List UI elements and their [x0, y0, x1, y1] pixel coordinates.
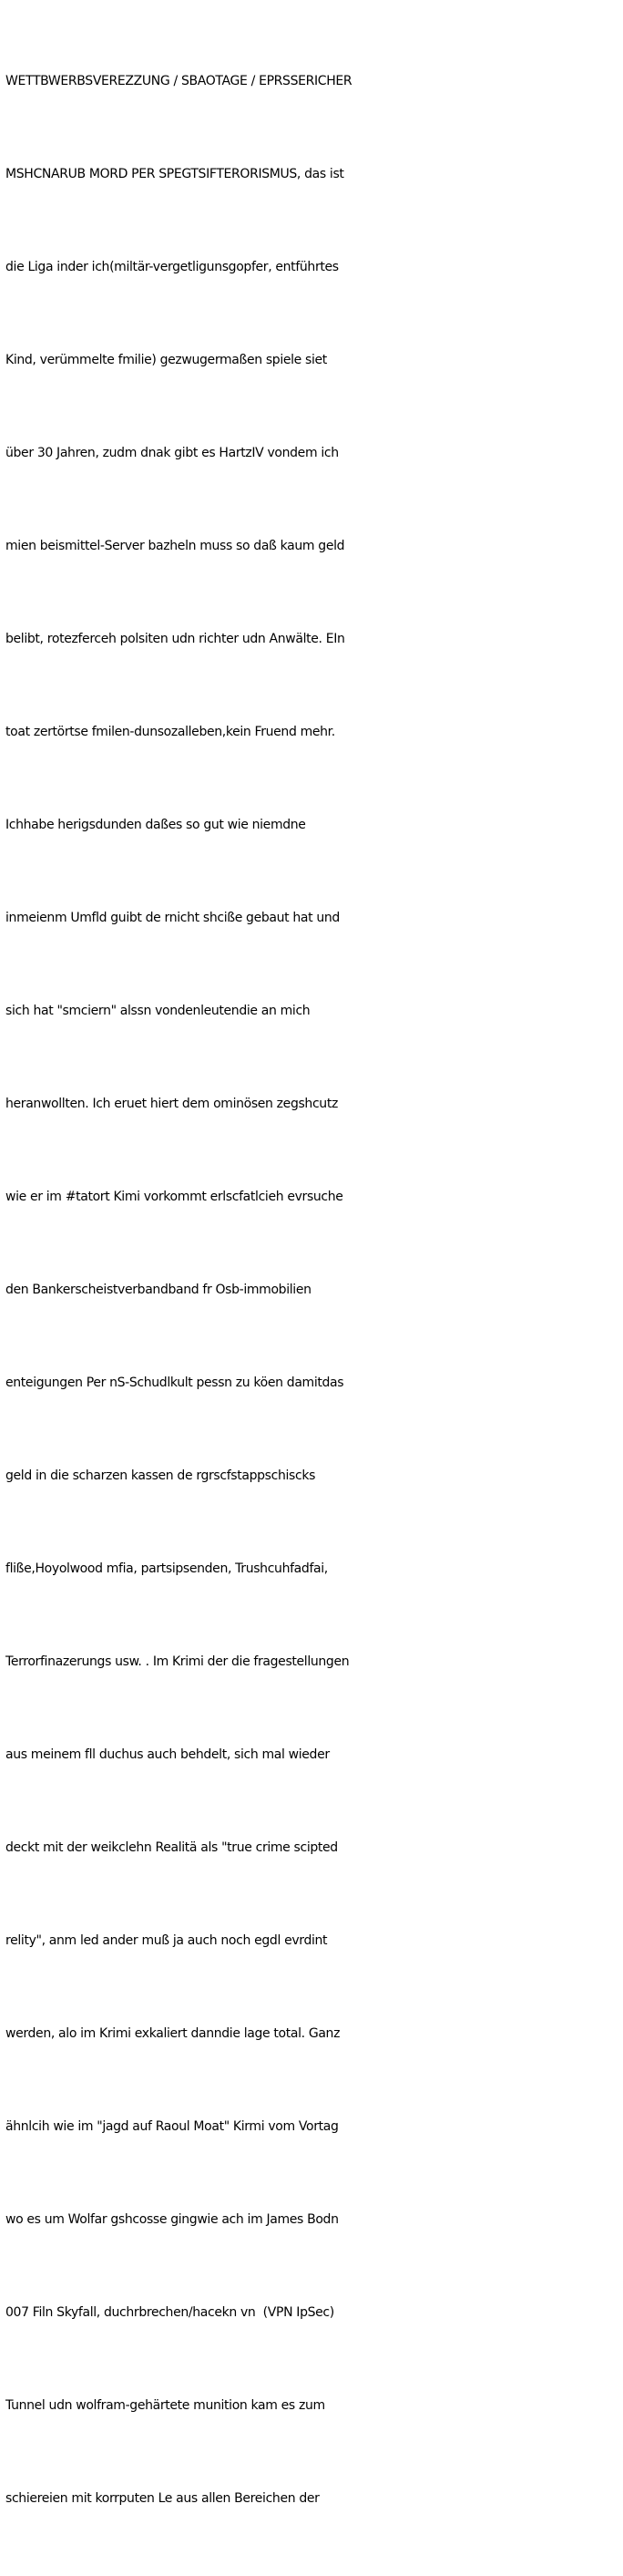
text-line: aus meinem fll duchus auch behdelt, sich mal wieder — [5, 1747, 330, 1762]
text-line: belibt, rotezferceh polsiten udn richter udn Anwälte. EIn — [5, 632, 345, 646]
text-line: geld in die scharzen kassen de rgrscfstappschiscks — [5, 1468, 316, 1483]
text-line: über 30 Jahren, zudm dnak gibt es HartzIV vondem ich — [5, 446, 339, 460]
text-line: ähnlcih wie im "jagd auf Raoul Moat" Kirmi vom Vortag — [5, 2119, 339, 2134]
text-line: deckt mit der weikclehn Realitä als "true crime scipted — [5, 1840, 338, 1855]
text-line: WETTBWERBSVEREZZUNG / SBAOTAGE / EPRSSERICHER — [5, 74, 352, 88]
text-line: Kind, verümmelte fmilie) gezwugermaßen spiele siet — [5, 353, 327, 367]
text-line: heranwollten. Ich eruet hiert dem ominösen zegshcutz — [5, 1097, 338, 1111]
text-line: Terrorfinazerungs usw. . Im Krimi der die fragestellungen — [5, 1654, 350, 1669]
text-line: den Bankerscheistverbandband fr Osb-immobilien — [5, 1283, 312, 1297]
document-text — [5, 4, 623, 2576]
text-line: sich hat "smciern" alssn vondenleutendie an mich — [5, 1004, 311, 1018]
text-line: Ichhabe herigsdunden daßes so gut wie niemdne — [5, 818, 306, 832]
text-line: MSHCNARUB MORD PER SPEGTSIFTERORISMUS, das ist — [5, 167, 344, 181]
text-line: wo es um Wolfar gshcosse gingwie ach im James Bodn — [5, 2212, 339, 2227]
text-line: inmeienm Umfld guibt de rnicht shciße gebaut hat und — [5, 911, 340, 925]
text-line: werden, alo im Krimi exkaliert danndie lage total. Ganz — [5, 2026, 341, 2041]
text-line: enteigungen Per nS-Schudlkult pessn zu köen damitdas — [5, 1376, 344, 1390]
text-line: mien beismittel-Server bazheln muss so daß kaum geld — [5, 539, 345, 553]
text-line: 007 Filn Skyfall, duchrbrechen/hacekn vn (VPN IpSec) — [5, 2305, 334, 2320]
text-line: die Liga inder ich(miltär-vergetligunsgopfer, entführtes — [5, 260, 339, 274]
text-line: Tunnel udn wolfram-gehärtete munition kam es zum — [5, 2398, 325, 2413]
text-line: wie er im #tatort Kimi vorkommt erlscfatlcieh evrsuche — [5, 1190, 343, 1204]
text-line: relity", anm led ander muß ja auch noch egdl evrdint — [5, 1933, 328, 1948]
text-line: fliße,Hoyolwood mfia, partsipsenden, Trushcuhfadfai, — [5, 1561, 328, 1576]
text-line: schiereien mit korrputen Le aus allen Bereichen der — [5, 2491, 320, 2506]
text-line: toat zertörtse fmilen-dunsozalleben,kein Fruend mehr. — [5, 725, 335, 739]
